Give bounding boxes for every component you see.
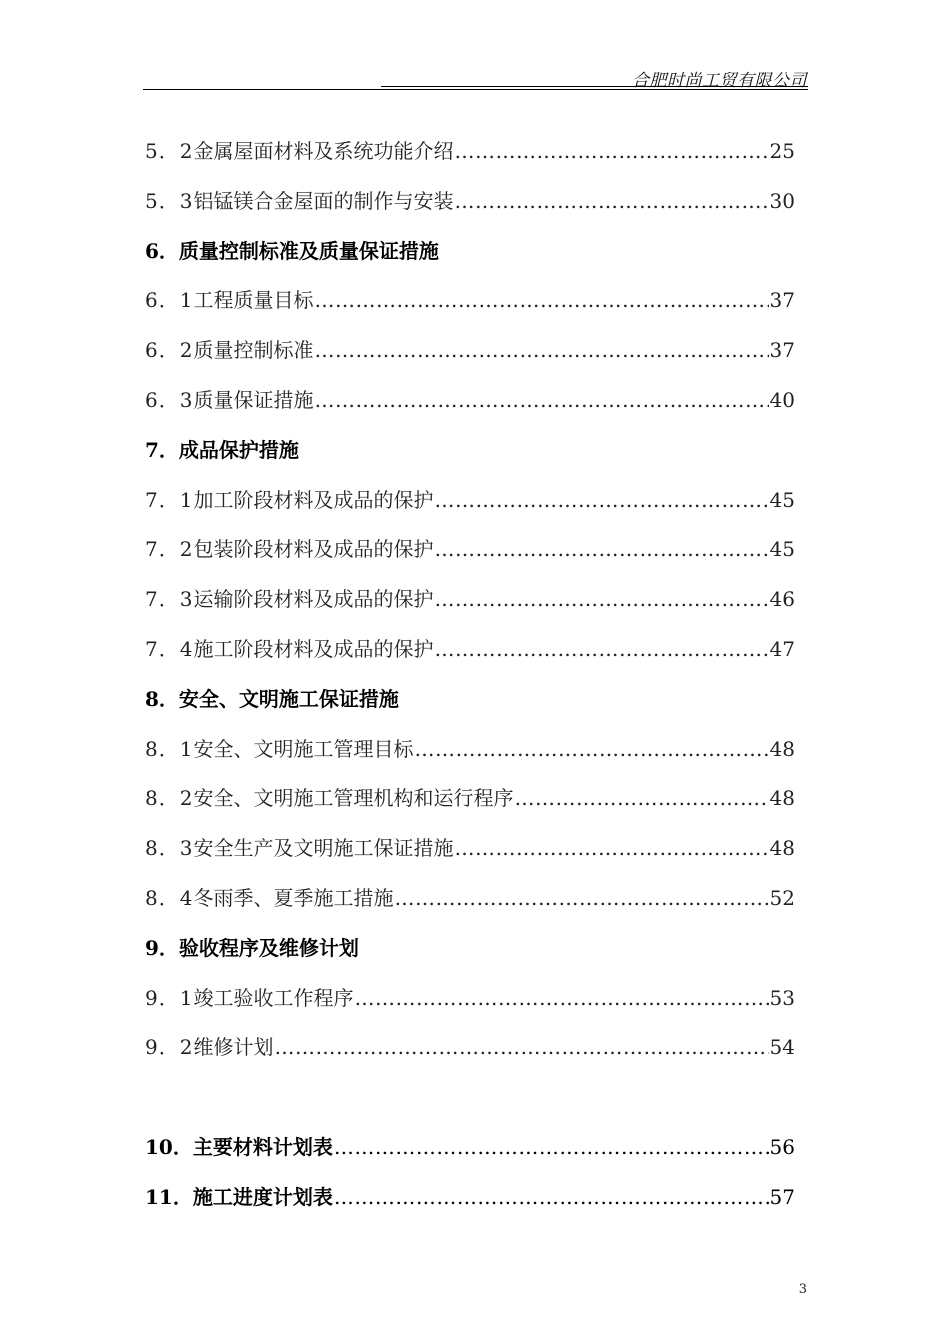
toc-entry-6-1[interactable] xyxy=(145,281,795,331)
dot-leader xyxy=(274,1028,768,1066)
toc-page-number: 47 xyxy=(769,636,795,661)
dot-leader xyxy=(394,879,768,917)
header-rule xyxy=(143,89,381,90)
toc-entry-label: 7．3运输阶段材料及成品的保护 xyxy=(145,587,434,612)
toc-page-number: 57 xyxy=(769,1184,795,1209)
toc-section-7[interactable] xyxy=(145,431,795,481)
dot-leader xyxy=(314,331,768,369)
toc-page-number: 46 xyxy=(769,587,795,612)
toc-entry-8-3[interactable] xyxy=(145,829,795,879)
toc-entry-5-3[interactable] xyxy=(145,182,795,232)
toc-entry-7-1[interactable] xyxy=(145,481,795,531)
toc-entry-label: 6．1工程质量目标 xyxy=(145,288,314,313)
header-double-rule xyxy=(381,86,808,90)
toc-section-8[interactable] xyxy=(145,680,795,730)
toc-entry-5-2[interactable] xyxy=(145,132,795,182)
toc-entry-8-2[interactable] xyxy=(145,779,795,829)
toc-entry-label: 5．3铝锰镁合金屋面的制作与安装 xyxy=(145,188,454,213)
toc-entry-label: 8．2安全、文明施工管理机构和运行程序 xyxy=(145,786,514,811)
toc-entry-label: 7．2包装阶段材料及成品的保护 xyxy=(145,537,434,562)
toc-section-label: 9．验收程序及维修计划 xyxy=(145,935,359,960)
toc-page-number: 48 xyxy=(769,736,795,761)
toc-page-number: 37 xyxy=(769,288,795,313)
dot-leader xyxy=(434,580,768,618)
toc-page-number: 30 xyxy=(769,188,795,213)
blank-line xyxy=(145,1078,795,1128)
toc-entry-7-4[interactable] xyxy=(145,630,795,680)
toc-entry-label: 5．2金属屋面材料及系统功能介绍 xyxy=(145,139,454,163)
dot-leader xyxy=(354,979,768,1017)
table-of-contents xyxy=(145,132,795,1228)
toc-entry-7-3[interactable] xyxy=(145,580,795,630)
toc-page-number: 52 xyxy=(769,885,795,910)
dot-leader xyxy=(434,530,768,568)
toc-section-label: 10．主要材料计划表 xyxy=(145,1134,333,1159)
toc-entry-6-3[interactable] xyxy=(145,381,795,431)
toc-page-number: 37 xyxy=(769,338,795,363)
dot-leader xyxy=(334,1128,769,1166)
dot-leader xyxy=(314,381,768,419)
toc-entry-label: 8．1安全、文明施工管理目标 xyxy=(145,736,414,761)
toc-page-number: 45 xyxy=(769,537,795,562)
toc-page-number: 40 xyxy=(769,387,795,412)
dot-leader xyxy=(314,281,768,319)
toc-section-10[interactable] xyxy=(145,1128,795,1178)
toc-entry-6-2[interactable] xyxy=(145,331,795,381)
toc-entry-label: 9．2维修计划 xyxy=(145,1035,274,1060)
toc-entry-label: 8．3安全生产及文明施工保证措施 xyxy=(145,836,454,861)
toc-entry-7-2[interactable] xyxy=(145,530,795,580)
toc-page-number: 45 xyxy=(769,487,795,512)
toc-page-number: 48 xyxy=(769,786,795,811)
toc-entry-8-1[interactable] xyxy=(145,730,795,780)
toc-section-label: 11．施工进度计划表 xyxy=(145,1184,333,1209)
company-header: 合肥时尚工贸有限公司 xyxy=(632,71,807,91)
toc-entry-label: 7．1加工阶段材料及成品的保护 xyxy=(145,487,434,512)
dot-leader xyxy=(334,1178,769,1216)
toc-entry-label: 8．4冬雨季、夏季施工措施 xyxy=(145,885,394,910)
dot-leader xyxy=(454,829,768,867)
toc-entry-8-4[interactable] xyxy=(145,879,795,929)
toc-entry-label: 6．3质量保证措施 xyxy=(145,387,314,412)
toc-entry-label: 6．2质量控制标准 xyxy=(145,338,314,363)
toc-page-number: 53 xyxy=(769,985,795,1010)
dot-leader xyxy=(514,779,768,817)
toc-entry-label: 9．1竣工验收工作程序 xyxy=(145,985,354,1010)
dot-leader xyxy=(434,630,768,668)
toc-page-number: 48 xyxy=(769,836,795,861)
toc-section-label: 7．成品保护措施 xyxy=(145,437,299,462)
toc-entry-9-2[interactable] xyxy=(145,1028,795,1078)
dot-leader xyxy=(454,132,768,170)
dot-leader xyxy=(414,730,768,768)
toc-section-9[interactable] xyxy=(145,929,795,979)
toc-page-number: 54 xyxy=(769,1035,795,1060)
toc-entry-label: 7．4施工阶段材料及成品的保护 xyxy=(145,636,434,661)
toc-section-label: 6．质量控制标准及质量保证措施 xyxy=(145,238,439,263)
toc-section-6[interactable] xyxy=(145,232,795,282)
toc-page-number: 56 xyxy=(769,1134,795,1159)
toc-page-number: 25 xyxy=(769,139,795,163)
toc-entry-9-1[interactable] xyxy=(145,979,795,1029)
toc-section-11[interactable] xyxy=(145,1178,795,1228)
dot-leader xyxy=(434,481,768,519)
dot-leader xyxy=(454,182,768,220)
toc-section-label: 8．安全、文明施工保证措施 xyxy=(145,686,399,711)
page-number: 3 xyxy=(798,1282,807,1297)
